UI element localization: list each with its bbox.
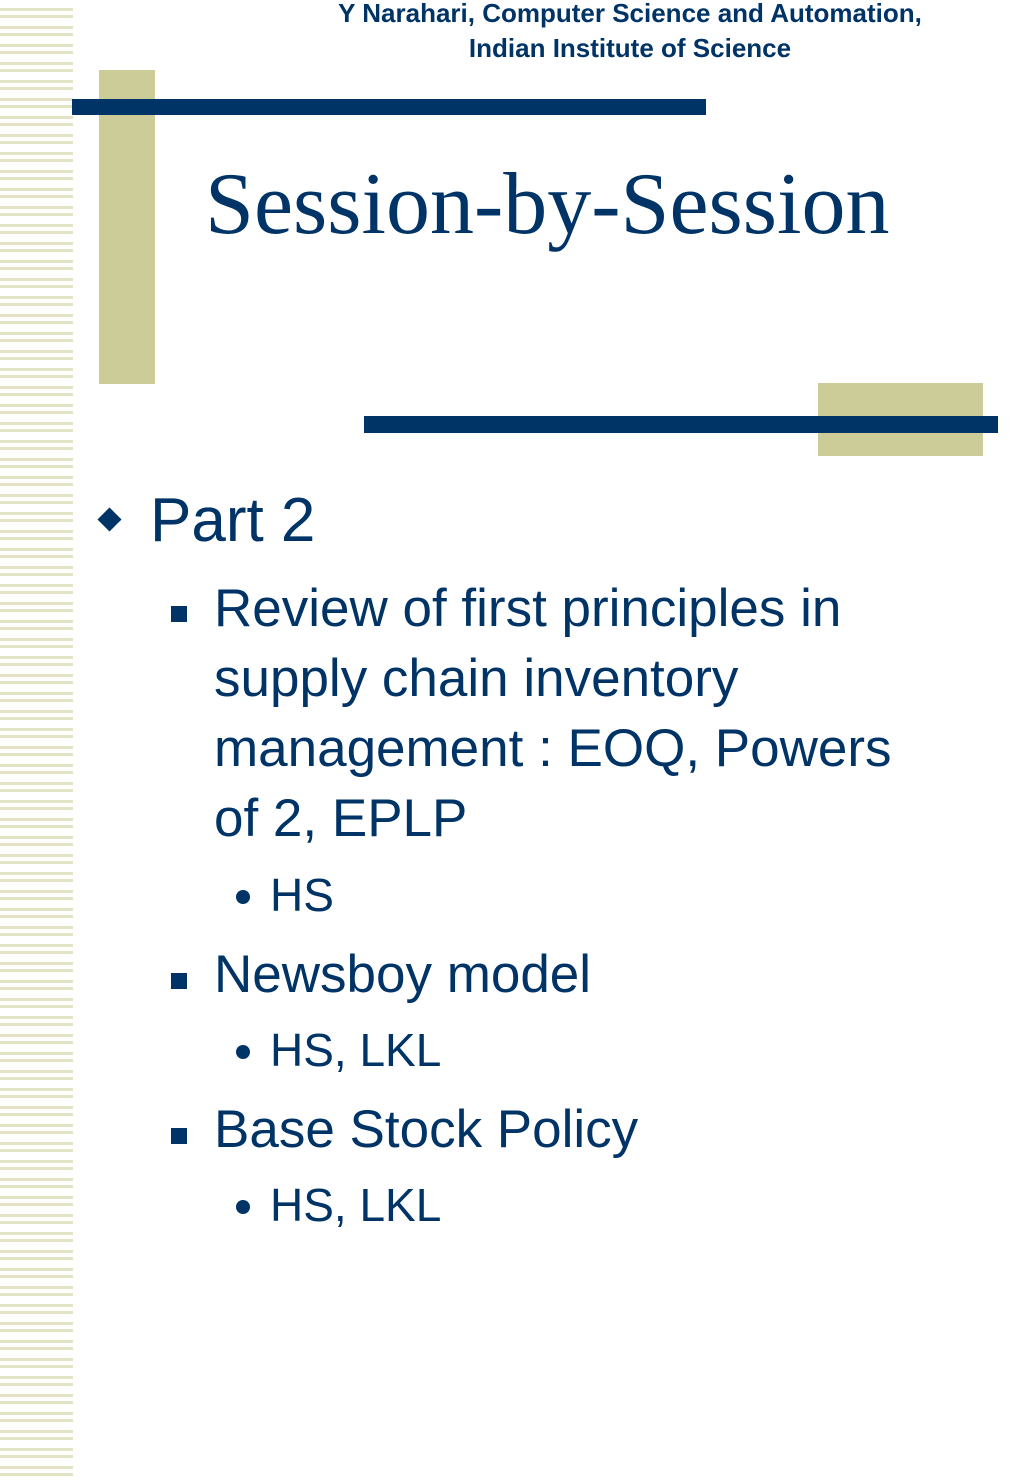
bullet-item-review-line: of 2, EPLP (214, 789, 468, 848)
bullet-item-review (214, 574, 892, 854)
header-line-2: Indian Institute of Science (468, 33, 792, 63)
round-bullet-icon (236, 1200, 250, 1214)
bullet-item-review-line: supply chain inventory (214, 649, 739, 708)
sub-bullet-presenter: HS, LKL (270, 1179, 442, 1231)
decorative-bottom-rule (364, 416, 998, 433)
slide-header (240, 0, 1020, 66)
bullet-item-newsboy: Newsboy model (214, 945, 592, 1004)
decorative-top-rule (72, 99, 706, 115)
bullet-item-review-line: Review of first principles in (214, 579, 842, 638)
slide-title: Session-by-Session (205, 156, 890, 253)
decorative-tan-bar (99, 70, 155, 384)
square-bullet-icon (171, 973, 187, 989)
part-heading: Part 2 (150, 486, 316, 555)
round-bullet-icon (236, 1045, 250, 1059)
diamond-bullet-icon (97, 507, 121, 531)
round-bullet-icon (236, 890, 250, 904)
header-line-1: Y Narahari, Computer Science and Automation, (338, 0, 922, 28)
sub-bullet-presenter: HS (270, 869, 334, 921)
sub-bullet-presenter: HS, LKL (270, 1024, 442, 1076)
bullet-item-base-stock: Base Stock Policy (214, 1100, 639, 1159)
decorative-stripe-band (0, 0, 73, 1484)
bullet-item-review-line: management : EOQ, Powers (214, 719, 892, 778)
square-bullet-icon (171, 1128, 187, 1144)
square-bullet-icon (171, 606, 187, 622)
